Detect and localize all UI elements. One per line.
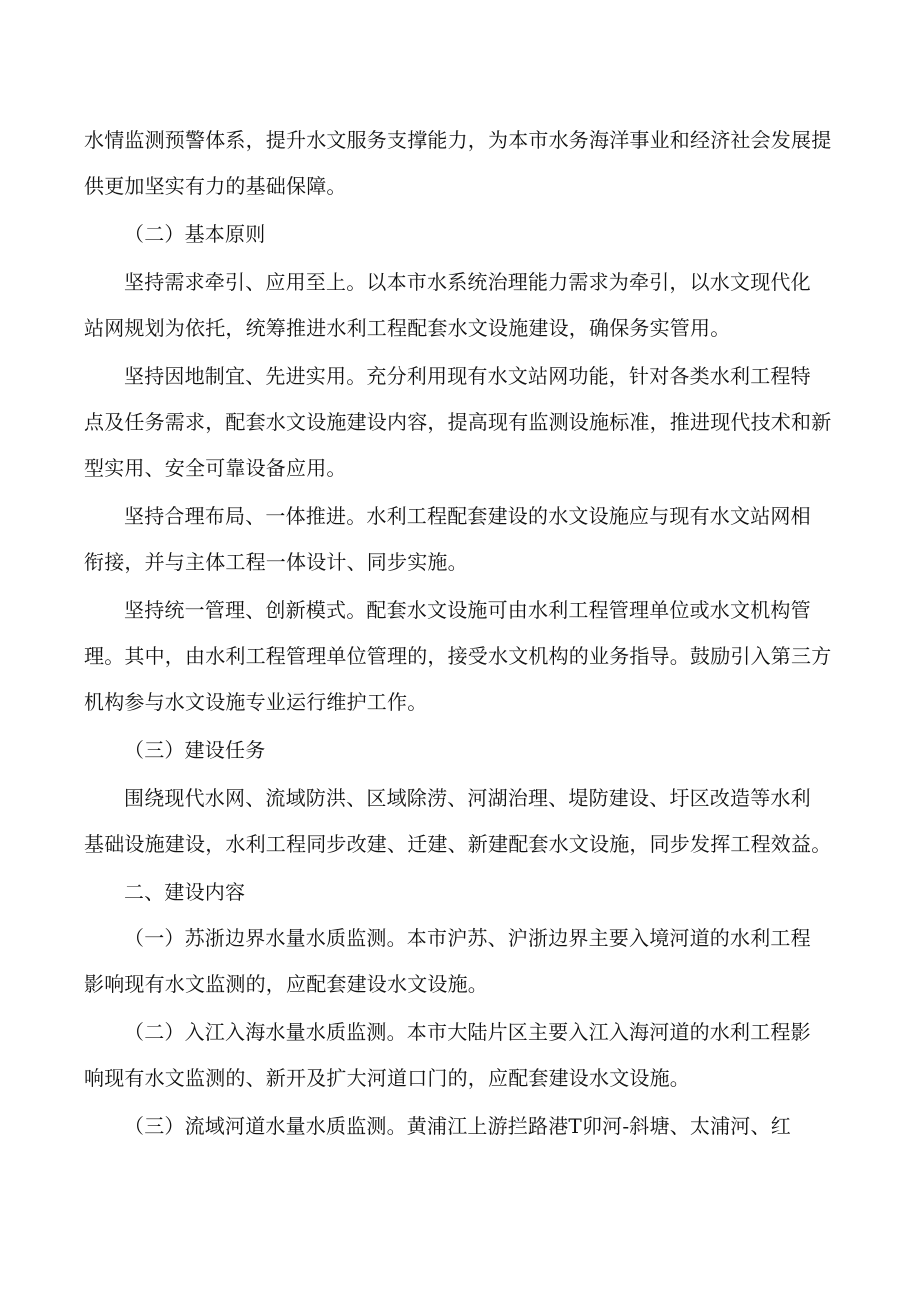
section-heading: （三）建设任务 [124,738,266,762]
paragraph-line: 机构参与水文设施专业运行维护工作。 [84,690,428,714]
paragraph-line: （一）苏浙边界水量水质监测。本市沪苏、沪浙边界主要入境河道的水利工程 [124,926,811,950]
paragraph-line: （三）流域河道水量水质监测。黄浦江上游拦路港T卯河-斜塘、太浦河、红 [124,1114,791,1138]
paragraph-line: 型实用、安全可靠设备应用。 [84,456,347,480]
paragraph-line: 响现有水文监测的、新开及扩大河道口门的，应配套建设水文设施。 [84,1066,690,1090]
paragraph-line: 围绕现代水网、流域防洪、区域除涝、河湖治理、堤防建设、圩区改造等水利 [124,786,811,810]
paragraph-line: 理。其中，由水利工程管理单位管理的，接受水文机构的业务指导。鼓励引入第三方 [84,644,832,668]
paragraph-line: 影响现有水文监测的，应配套建设水文设施。 [84,972,488,996]
chapter-heading: 二、建设内容 [124,880,246,904]
paragraph-line: 坚持合理布局、一体推进。水利工程配套建设的水文设施应与现有水文站网相 [124,504,811,528]
paragraph-line: 坚持统一管理、创新模式。配套水文设施可由水利工程管理单位或水文机构管 [124,598,811,622]
paragraph-line: 衔接，并与主体工程一体设计、同步实施。 [84,550,468,574]
paragraph-line: 站网规划为依托，统筹推进水利工程配套水文设施建设，确保务实管用。 [84,316,731,340]
paragraph-line: 坚持需求牵引、应用至上。以本市水系统治理能力需求为牵引，以水文现代化 [124,270,811,294]
paragraph-line: 坚持因地制宜、先进实用。充分利用现有水文站网功能，针对各类水利工程特 [124,364,811,388]
paragraph-line: 基础设施建设，水利工程同步改建、迁建、新建配套水文设施，同步发挥工程效益。 [84,832,832,856]
paragraph-line: 点及任务需求，配套水文设施建设内容，提高现有监测设施标准，推进现代技术和新 [84,410,832,434]
paragraph-line: 水情监测预警体系，提升水文服务支撑能力，为本市水务海洋事业和经济社会发展提 [84,128,832,152]
paragraph-line: （二）入江入海水量水质监测。本市大陆片区主要入江入海河道的水利工程影 [124,1020,811,1044]
paragraph-line: 供更加坚实有力的基础保障。 [84,174,347,198]
section-heading: （二）基本原则 [124,222,266,246]
